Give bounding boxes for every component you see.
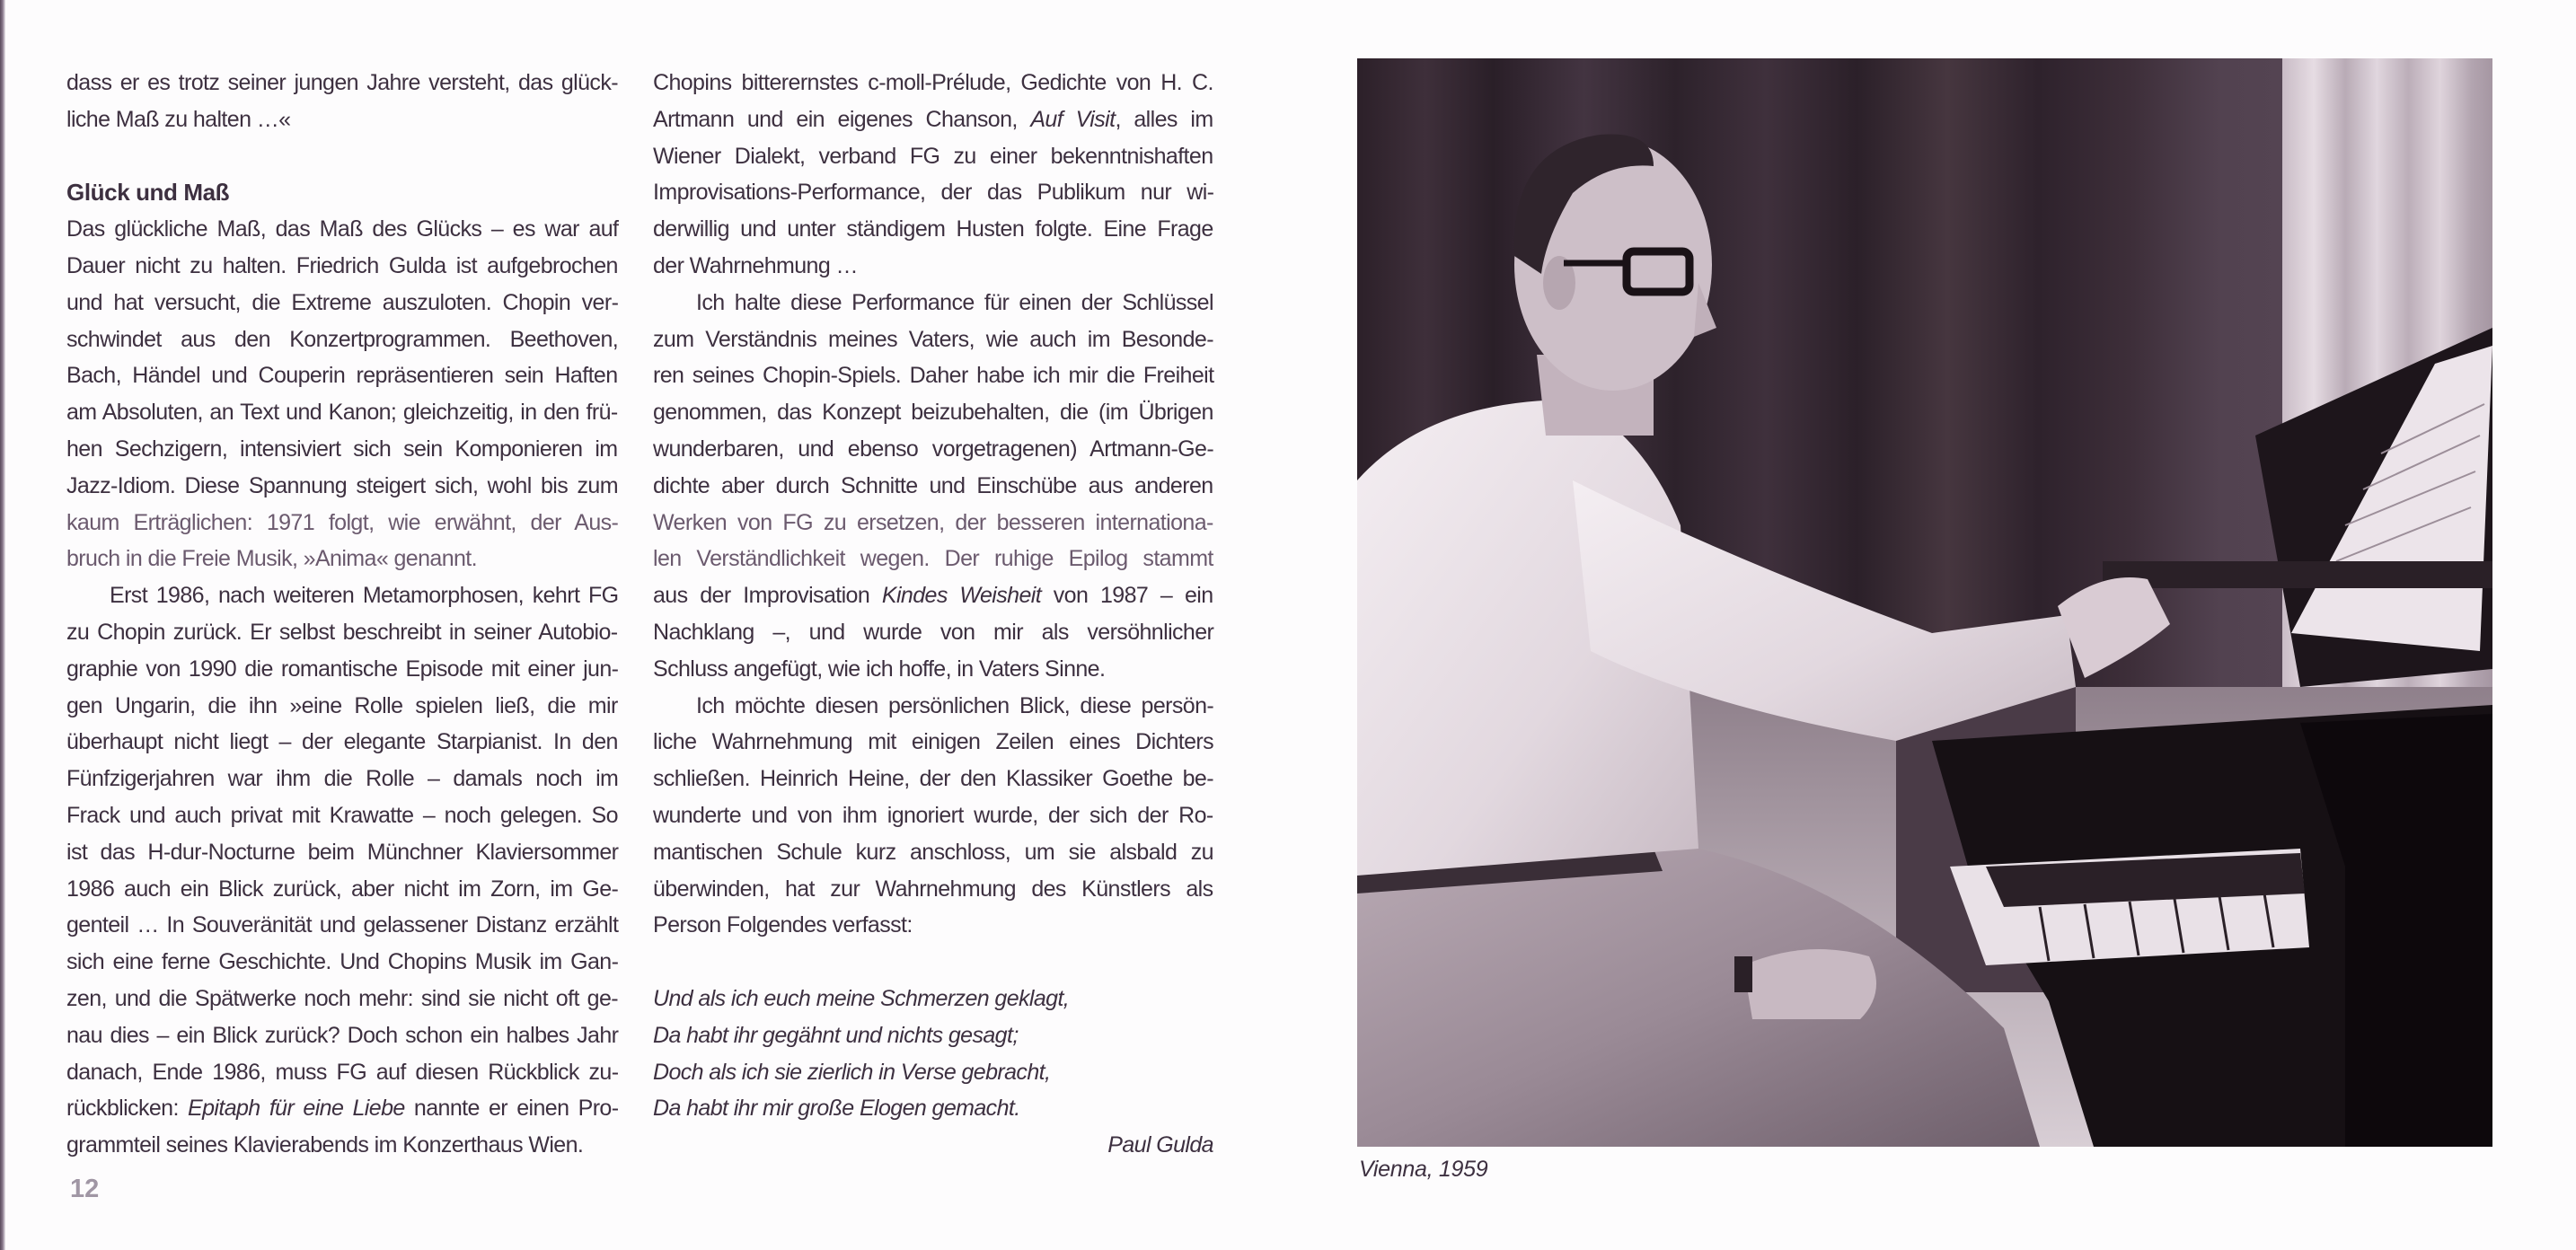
text-span: aus der Improvisation bbox=[653, 583, 882, 609]
poem-line: Und als ich euch meine Schmerzen geklagt, bbox=[653, 985, 1070, 1011]
text-line: liche Maß zu halten …« bbox=[66, 106, 291, 132]
text-line: Erst 1986, nach weiteren Metamorphosen, kehrt FG bbox=[110, 583, 619, 609]
text-span: rückblicken: bbox=[66, 1096, 189, 1122]
text-line: schließen. Heinrich Heine, der den Klassiker Goethe be- bbox=[653, 766, 1213, 792]
text-span: Artmann und ein eigenes Chanson, bbox=[653, 106, 1031, 132]
text-line: Das glückliche Maß, das Maß des Glücks – es war auf bbox=[66, 216, 619, 242]
section-heading: Glück und Maß bbox=[66, 179, 230, 207]
italic-work-title: Auf Visit bbox=[1030, 106, 1116, 132]
text-line: Improvisations-Performance, der das Publikum nur wi- bbox=[653, 180, 1214, 206]
paragraph bbox=[66, 211, 618, 577]
italic-work-title: Epitaph für eine Liebe bbox=[188, 1096, 405, 1122]
left-text-column bbox=[66, 65, 618, 1164]
text-line: Ich halte diese Performance für einen der Schlüssel bbox=[696, 289, 1213, 315]
text-line bbox=[66, 1090, 618, 1127]
text-line: Bach, Händel und Couperin repräsentieren sein Haften bbox=[66, 363, 618, 389]
paragraph bbox=[653, 285, 1213, 688]
text-line: nau dies – ein Blick zurück? Doch schon ein halbes Jahr bbox=[66, 1022, 619, 1048]
text-line: Frack und auch privat mit Krawatte – noch gelegen. So bbox=[66, 802, 618, 828]
text-line: der Wahrnehmung … bbox=[653, 252, 858, 278]
text-line: zen, und die Spätwerke noch mehr: sind sie nicht oft ge- bbox=[66, 985, 618, 1011]
text-line: graphie von 1990 die romantische Episode mit einer jun- bbox=[66, 656, 619, 682]
photo-illustration bbox=[1357, 58, 2492, 1147]
middle-text-column bbox=[653, 65, 1213, 1164]
text-line: zum Verständnis meines Vaters, wie auch im Besonde- bbox=[653, 326, 1213, 352]
book-spine-edge bbox=[0, 0, 5, 1250]
text-line: zu Chopin zurück. Er selbst beschreibt in seiner Autobio- bbox=[66, 619, 618, 645]
text-line: am Absoluten, an Text und Kanon; gleichzeitig, in den frü- bbox=[66, 400, 618, 426]
text-line: 1986 auch ein Blick zurück, aber nicht im Zorn, im Ge- bbox=[66, 876, 619, 902]
text-line: Schluss angefügt, wie ich hoffe, in Vaters Sinne. bbox=[653, 656, 1106, 682]
text-line: derwillig und unter ständigem Husten folgte. Eine Frage bbox=[653, 216, 1213, 242]
paragraph bbox=[653, 65, 1213, 285]
text-line bbox=[653, 577, 1213, 614]
text-line: liche Wahrnehmung mit einigen Zeilen eines Dichters bbox=[653, 729, 1214, 755]
text-line: wunderbaren, und ebenso vorgetragenen) Artmann-Ge- bbox=[653, 436, 1214, 462]
text-line: kaum Erträglichen: 1971 folgt, wie erwähnt, der Aus- bbox=[66, 509, 619, 535]
hand-on-lap bbox=[1743, 949, 1876, 1019]
text-line: danach, Ende 1986, muss FG auf diesen Rückblick zu- bbox=[66, 1059, 619, 1085]
poem-quote bbox=[653, 981, 1213, 1127]
text-line: ren seines Chopin-Spiels. Daher habe ich mir die Freiheit bbox=[653, 363, 1214, 389]
pianist-photo bbox=[1357, 58, 2492, 1147]
text-line: Ich möchte diesen persönlichen Blick, diese persön- bbox=[696, 692, 1214, 718]
text-line: genteil … In Souveränität und gelassener Distanz erzählt bbox=[66, 912, 619, 938]
text-line: bruch in die Freie Musik, »Anima« genannt. bbox=[66, 546, 478, 572]
text-line: grammteil seines Klavierabends im Konzerthaus Wien. bbox=[66, 1132, 584, 1158]
text-line: hen Sechzigern, intensiviert sich sein Komponieren im bbox=[66, 436, 618, 462]
text-line: Werken von FG zu ersetzen, der besseren internationa- bbox=[653, 509, 1213, 535]
text-line: Dauer nicht zu halten. Friedrich Gulda ist aufgebrochen bbox=[66, 252, 618, 278]
text-span: , alles im bbox=[1115, 106, 1213, 132]
text-line: dichte aber durch Schnitte und Einschübe aus anderen bbox=[653, 472, 1213, 498]
text-line: Person Folgendes verfasst: bbox=[653, 912, 913, 938]
text-line: wunderte und von ihm ignoriert wurde, der sich der Ro- bbox=[653, 802, 1213, 828]
poem-line: Da habt ihr gegähnt und nichts gesagt; bbox=[653, 1022, 1019, 1048]
text-span: nannte er einen Pro- bbox=[404, 1096, 619, 1122]
paragraph bbox=[653, 688, 1213, 945]
text-line: sich eine ferne Geschichte. Und Chopins Musik im Gan- bbox=[66, 949, 619, 975]
text-line: len Verständlichkeit wegen. Der ruhige Epilog stammt bbox=[653, 546, 1213, 572]
italic-work-title: Kindes Weisheit bbox=[881, 583, 1042, 609]
text-line: ist das H-dur-Nocturne beim Münchner Klaviersommer bbox=[66, 839, 619, 865]
text-line: mantischen Schule kurz anschloss, um sie alsbald zu bbox=[653, 839, 1213, 865]
text-line: Nachklang –, und wurde von mir als versöhnlicher bbox=[653, 619, 1214, 645]
photo-caption: Vienna, 1959 bbox=[1359, 1157, 1488, 1182]
text-line: dass er es trotz seiner jungen Jahre versteht, das glück- bbox=[66, 70, 618, 95]
text-line: gen Ungarin, die ihn »eine Rolle spielen ließ, die mir bbox=[66, 692, 618, 718]
poem-line: Doch als ich sie zierlich in Verse gebracht, bbox=[653, 1059, 1051, 1085]
text-line: überhaupt nicht liegt – der elegante Starpianist. In den bbox=[66, 729, 618, 755]
text-line: Jazz-Idiom. Diese Spannung steigert sich, wohl bis zum bbox=[66, 472, 618, 498]
text-line: genommen, das Konzept beizubehalten, die (im Übrigen bbox=[653, 400, 1213, 426]
text-line bbox=[653, 101, 1213, 138]
wristwatch bbox=[1734, 956, 1752, 992]
paragraph bbox=[66, 577, 618, 1164]
text-line: überwinden, hat zur Wahrnehmung des Künstlers als bbox=[653, 876, 1213, 902]
text-line: und hat versucht, die Extreme auszuloten. Chopin ver- bbox=[66, 289, 619, 315]
text-line: Fünfzigerjahren war ihm die Rolle – damals noch im bbox=[66, 766, 619, 792]
author-signature: Paul Gulda bbox=[1107, 1132, 1213, 1158]
text-line: Wiener Dialekt, verband FG zu einer bekenntnishaften bbox=[653, 143, 1213, 169]
page-number: 12 bbox=[70, 1175, 100, 1203]
text-span: von 1987 – ein bbox=[1041, 583, 1213, 609]
poem-line: Da habt ihr mir große Elogen gemacht. bbox=[653, 1096, 1020, 1122]
text-line: schwindet aus den Konzertprogrammen. Beethoven, bbox=[66, 326, 619, 352]
text-line: Chopins bitterernstes c-moll-Prélude, Gedichte von H. C. bbox=[653, 70, 1213, 95]
